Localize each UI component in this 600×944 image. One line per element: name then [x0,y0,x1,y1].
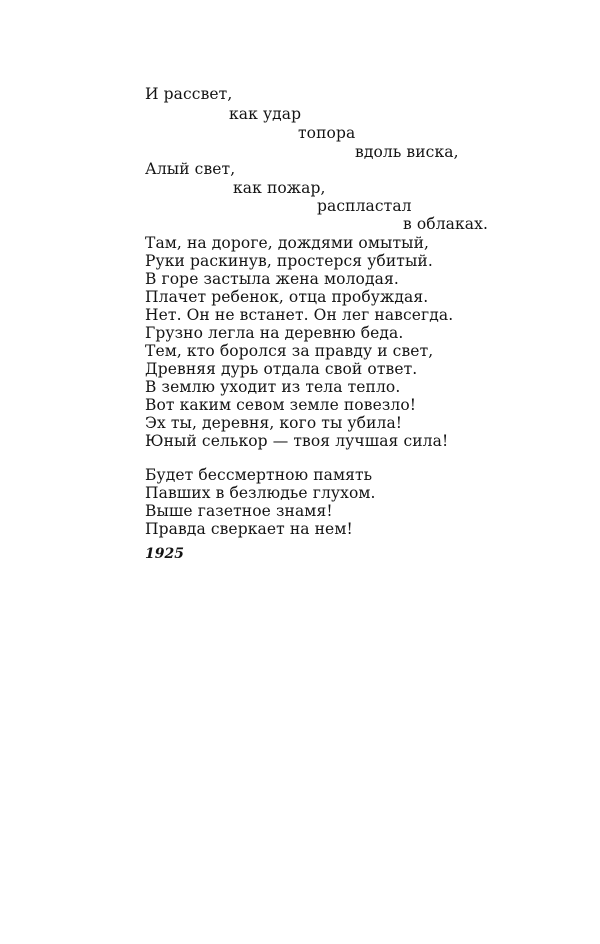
poem-line: в облаках. [403,215,489,233]
poem-line: распластал [317,197,412,215]
poem-line: Плачет ребенок, отца пробуждая. [145,288,429,306]
poem-line: В горе застыла жена молодая. [145,270,399,288]
poem-line: Руки раскинув, простерся убитый. [145,252,433,270]
poem-year: 1925 [145,546,184,562]
poem-line: Нет. Он не встанет. Он лег навсегда. [145,306,454,324]
poem-line: Древняя дурь отдала свой ответ. [145,360,418,378]
poem-line: вдоль виска, [355,143,459,161]
poem-line: топора [298,124,356,142]
poem-line: Эх ты, деревня, кого ты убила! [145,414,403,432]
poem-line: Там, на дороге, дождями омытый, [145,234,430,252]
poem-line: И рассвет, [145,85,233,103]
poem-line: Тем, кто боролся за правду и свет, [145,342,434,360]
poem-line: как пожар, [233,179,326,197]
poem-line: Будет бессмертною память [145,466,373,484]
poem-line: Выше газетное знамя! [145,502,333,520]
poem-line: Правда сверкает на нем! [145,520,353,538]
poem-line: Павших в безлюдье глухом. [145,484,376,502]
poem-line: как удар [229,105,302,123]
poem-line: Вот каким севом земле повезло! [145,396,417,414]
poem-line: В землю уходит из тела тепло. [145,378,401,396]
poem-line: Юный селькор — твоя лучшая сила! [145,432,449,450]
poem-line: Грузно легла на деревню беда. [145,324,404,342]
poem-line: Алый свет, [145,160,236,178]
